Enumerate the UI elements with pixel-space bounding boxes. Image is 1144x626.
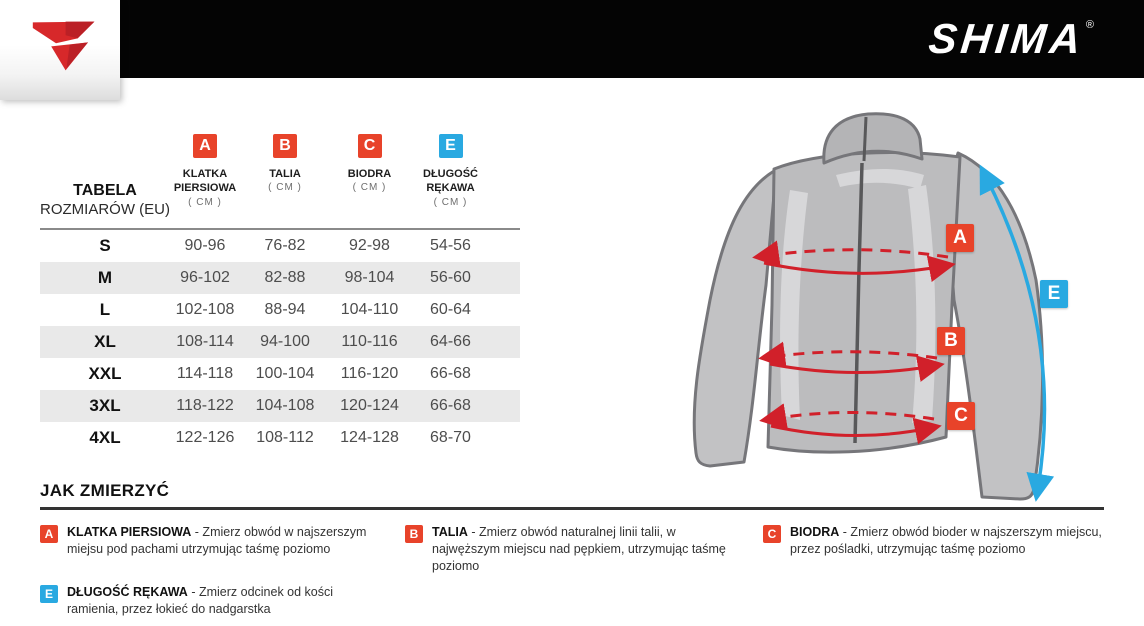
badge-c-icon: C — [358, 134, 382, 158]
diagram-badge-a: A — [946, 224, 974, 252]
table-row: S 90-96 76-82 92-98 54-56 — [99, 236, 471, 255]
size-table — [40, 134, 520, 454]
measure-item-waist: B TALIA - Zmierz obwód naturalnej linii talii, w najwęższym miejscu nad pępkiem, utrzymując taśmę poziomo — [405, 524, 763, 575]
column-header-sleeve: E DŁUGOŚĆ RĘKAWA ( CM ) — [409, 134, 492, 228]
table-row: M 96-102 82-88 98-104 56-60 — [40, 262, 520, 294]
diagram-badge-c: C — [947, 402, 975, 430]
shima-logo-box — [0, 0, 120, 100]
table-row: 4XL 122-126 108-112 124-128 68-70 — [89, 428, 471, 447]
how-to-measure-divider — [40, 507, 1104, 510]
top-black-bar — [0, 0, 1144, 78]
measure-item-chest: A KLATKA PIERSIOWA - Zmierz obwód w najszerszym miejsu pod pachami utrzymując taśmę poziomo — [40, 524, 405, 575]
how-to-measure-list — [40, 524, 1114, 617]
table-title-line1: TABELA — [73, 182, 137, 200]
badge-e-icon: E — [439, 134, 463, 158]
badge-c-icon: C — [763, 525, 781, 543]
table-title — [40, 134, 170, 228]
column-header-waist: B TALIA ( CM ) — [240, 134, 330, 228]
measure-item-hips: C BIODRA - Zmierz obwód bioder w najszerszym miejscu, przez pośladki, utrzymując taśmę poziomo — [763, 524, 1114, 575]
table-title-line2: ROZMIARÓW (EU) — [40, 201, 170, 219]
badge-a-icon: A — [193, 134, 217, 158]
column-header-chest: A KLATKA PIERSIOWA ( CM ) — [170, 134, 240, 228]
diagram-badge-e: E — [1040, 280, 1068, 308]
diagram-badge-b: B — [937, 327, 965, 355]
table-row: XL 108-114 94-100 110-116 64-66 — [40, 326, 520, 358]
measure-item-sleeve: E DŁUGOŚĆ RĘKAWA - Zmierz odcinek od kości ramienia, przez łokieć do nadgarstka — [40, 584, 405, 618]
table-row: 3XL 118-122 104-108 120-124 66-68 — [40, 390, 520, 422]
badge-b-icon: B — [405, 525, 423, 543]
jacket-measurement-diagram — [640, 105, 1090, 505]
size-table-header — [40, 134, 520, 228]
table-row: XXL 114-118 100-104 116-120 66-68 — [88, 364, 471, 383]
table-row: L 102-108 88-94 104-110 60-64 — [99, 300, 471, 319]
how-to-measure-title: JAK ZMIERZYĆ — [40, 481, 170, 500]
shima-wordmark — [926, 0, 1094, 78]
badge-b-icon: B — [273, 134, 297, 158]
registered-mark: ® — [1085, 19, 1094, 31]
badge-e-icon: E — [40, 585, 58, 603]
badge-a-icon: A — [40, 525, 58, 543]
jacket-illustration — [640, 105, 1090, 505]
shima-s-icon — [18, 12, 102, 84]
brand-name: SHIMA — [926, 15, 1087, 62]
column-header-hips: C BIODRA ( CM ) — [330, 134, 409, 228]
